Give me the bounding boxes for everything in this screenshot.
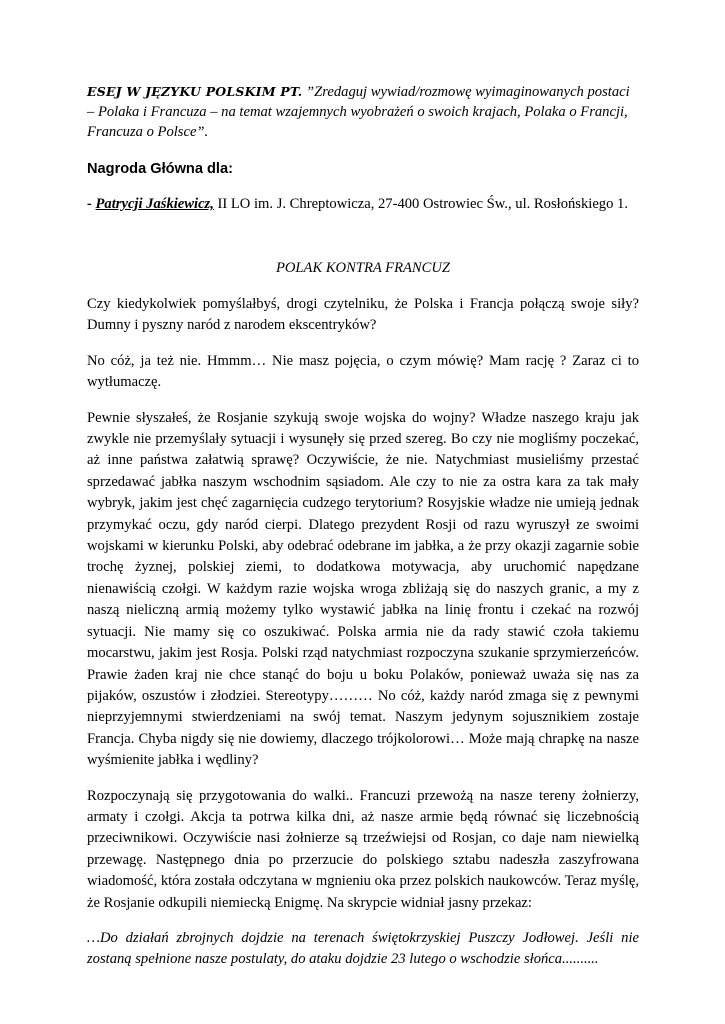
essay-paragraph: Rozpoczynają się przygotowania do walki.. Francuzi przewożą na nasze tereny żołnierzy, armaty i czołgi. Akcja ta potrwa kilka dni, aż nasze armie będą równać się liczebnością przeciwnikowi. Oczywiście nasi żołnierze są trzeźwiejsi od Rosjan, co daje nam niewielką przewagę. Następnego dnia po przerzucie do polskiego sztabu nadeszła zaszyfrowana wiadomość, która została odczytana w mgnieniu oka przez polskich naukowców. Teraz myślę, że Rosjanie odkupili niemiecką Enigmę. Na skrypcie widniał jasny przekaz: xyxy=(87,787,639,911)
winner-line xyxy=(87,194,639,214)
award-title: Nagroda Główna dla: xyxy=(87,161,233,177)
winner-dash: - xyxy=(87,196,96,212)
winner-name: Patrycji Jaśkiewicz, xyxy=(95,196,214,212)
essay-paragraph: No cóż, ja też nie. Hmmm… Nie masz pojęcia, o czym mówię? Mam rację ? Zaraz ci to wytłumaczę. xyxy=(87,352,639,391)
essay-quote: …Do działań zbrojnych dojdzie na terenach świętokrzyskiej Puszczy Jodłowej. Jeśli nie zostaną spełnione nasze postulaty, do ataku dojdzie 23 lutego o wschodzie słońca.......... xyxy=(87,929,639,968)
essay-paragraph: Pewnie słyszałeś, że Rosjanie szykują swoje wojska do wojny? Władze naszego kraju jak zwykle nie przemyślały sytuacji i wysunęły się przed szereg. Bo czy nie mogliśmy poczekać, aż inne państwa załatwią sprawę? Oczywiście, że nie. Natychmiast musieliśmy przestać sprzedawać jabłka naszym wschodnim sąsiadom. Ale czy to nie za ostra kara za tak mały wybryk, jakim jest chęć zagarnięcia cudzego terytorium? Rosyjskie władze nie umieją jednak przymykać oczu, gdy naród cierpi. Dlatego prezydent Rosji od razu wyruszył ze swoimi wojskami w kierunku Polski, aby odebrać odebrane im jabłka, a że przy okazji zagarnie sobie trochę żyznej, polskiej ziemi, to dodatkowa motywacja, aby uruchomić napędzane nienawiścią czołgi. W każdym razie wojska wroga zbliżają się do naszych granic, a my z naszą nieliczną armią możemy tylko wystawić jabłka na linię frontu i czekać na rozwój sytuacji. Nie mamy się co oszukiwać. Polska armia nie da rady stawić czoła takiemu mocarstwu, jakim jest Rosja. Polski rząd natychmiast rozpoczyna szukanie sprzymierzeńców. Prawie żaden kraj nie chce stanąć do boju u boku Polaków, ponieważ uważa się nas za pijaków, oszustów i złodziei. Stereotypy……… No cóż, każdy naród zmaga się z pewnymi nieprzyjemnymi stwierdzeniami na swój temat. Naszym jedynym sojusznikiem zostaje Francja. Chyba nigdy się nie dowiemy, dlaczego trójkolorowi… Może mają chrapkę na nasze wyśmienite jabłka i wędliny? xyxy=(87,409,639,769)
essay-category-label: ESEJ W JĘZYKU POLSKIM PT. xyxy=(87,84,303,99)
essay-paragraph: Czy kiedykolwiek pomyślałbyś, drogi czytelniku, że Polska i Francja połączą swoje siły? Dumny i pyszny naród z narodem ekscentryków? xyxy=(87,296,639,334)
assignment-header xyxy=(87,82,639,142)
document-page xyxy=(87,82,639,971)
winner-school: II LO im. J. Chreptowicza, 27-400 Ostrowiec Św., ul. Rosłońskiego 1. xyxy=(213,196,628,212)
essay-task-text: ”Zredaguj wywiad/rozmowę wyimaginowanych postaci – Polaka i Francuza – na temat wzajemnych wyobrażeń o swoich krajach, Polaka o Francji, Francuza o Polsce”. xyxy=(87,84,630,140)
essay-title: POLAK KONTRA FRANCUZ xyxy=(275,260,451,276)
